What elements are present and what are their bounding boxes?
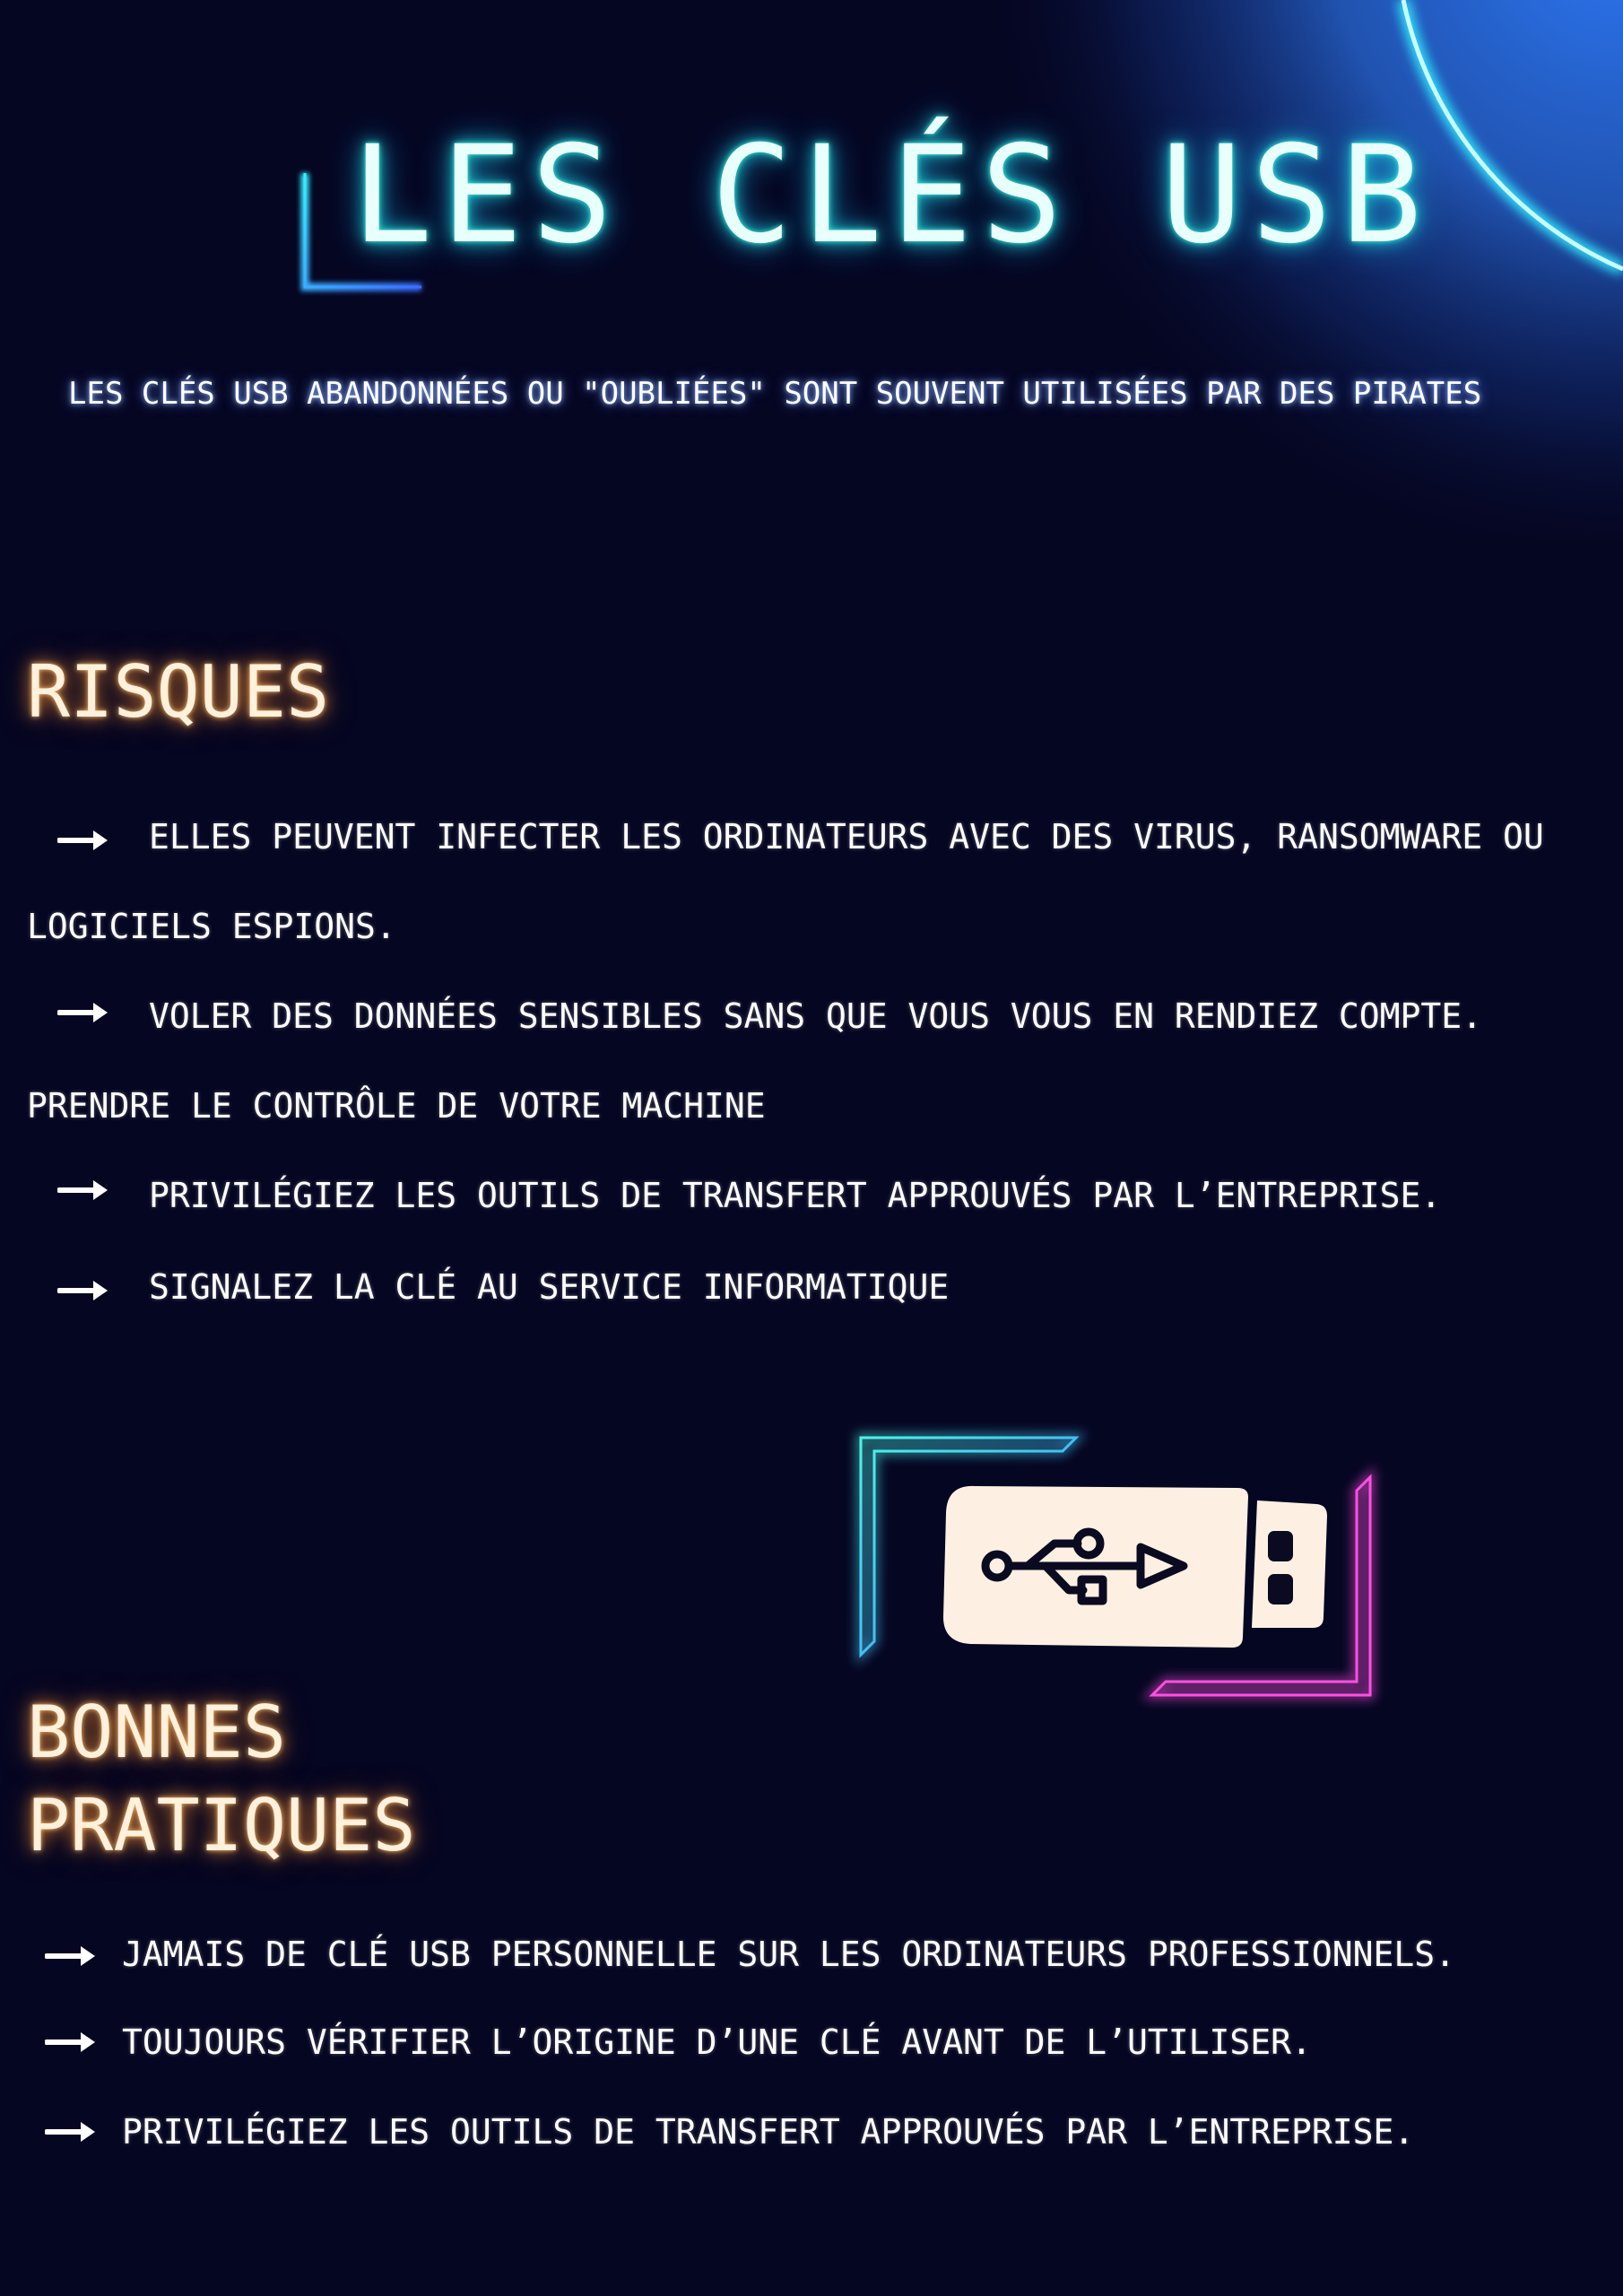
risque-item-1: ELLES PEUVENT INFECTER LES ORDINATEURS AVEC DES VIRUS, RANSOMWARE OU — [149, 817, 1544, 857]
bonnes-pratiques-heading — [27, 1686, 415, 1873]
risque-item-2: VOLER DES DONNÉES SENSIBLES SANS QUE VOUS VOUS EN RENDIEZ COMPTE. — [149, 996, 1483, 1036]
arrow-right-icon — [57, 1277, 111, 1304]
page-title: LES CLÉS USB — [352, 117, 1431, 274]
arrow-right-icon — [57, 999, 111, 1026]
pratique-item-3: PRIVILÉGIEZ LES OUTILS DE TRANSFERT APPROUVÉS PAR L’ENTREPRISE. — [122, 2112, 1415, 2152]
arrow-right-icon — [45, 1943, 99, 1970]
arrow-right-icon — [57, 827, 111, 854]
page-subtitle: LES CLÉS USB ABANDONNÉES OU "OUBLIÉES" SONT SOUVENT UTILISÉES PAR DES PIRATES — [68, 376, 1482, 412]
bonnes-pratiques-heading-line2: PRATIQUES — [27, 1784, 416, 1867]
pratique-item-1: JAMAIS DE CLÉ USB PERSONNELLE SUR LES ORDINATEURS PROFESSIONNELS. — [122, 1935, 1456, 1974]
risque-item-3: PRIVILÉGIEZ LES OUTILS DE TRANSFERT APPROUVÉS PAR L’ENTREPRISE. — [149, 1176, 1442, 1215]
risque-item-2-continuation: PRENDRE LE CONTRÔLE DE VOTRE MACHINE — [27, 1086, 766, 1126]
bonnes-pratiques-heading-line1: BONNES — [27, 1691, 286, 1774]
usb-drive-icon — [843, 1422, 1399, 1709]
arrow-right-icon — [45, 2029, 99, 2056]
risques-heading: RISQUES — [27, 650, 330, 734]
risque-item-1-continuation: LOGICIELS ESPIONS. — [27, 907, 396, 946]
pratique-item-2: TOUJOURS VÉRIFIER L’ORIGINE D’UNE CLÉ AVANT DE L’UTILISER. — [122, 2022, 1312, 2062]
arrow-right-icon — [45, 2118, 99, 2145]
risque-item-4: SIGNALEZ LA CLÉ AU SERVICE INFORMATIQUE — [149, 1267, 950, 1307]
arrow-right-icon — [57, 1177, 111, 1204]
